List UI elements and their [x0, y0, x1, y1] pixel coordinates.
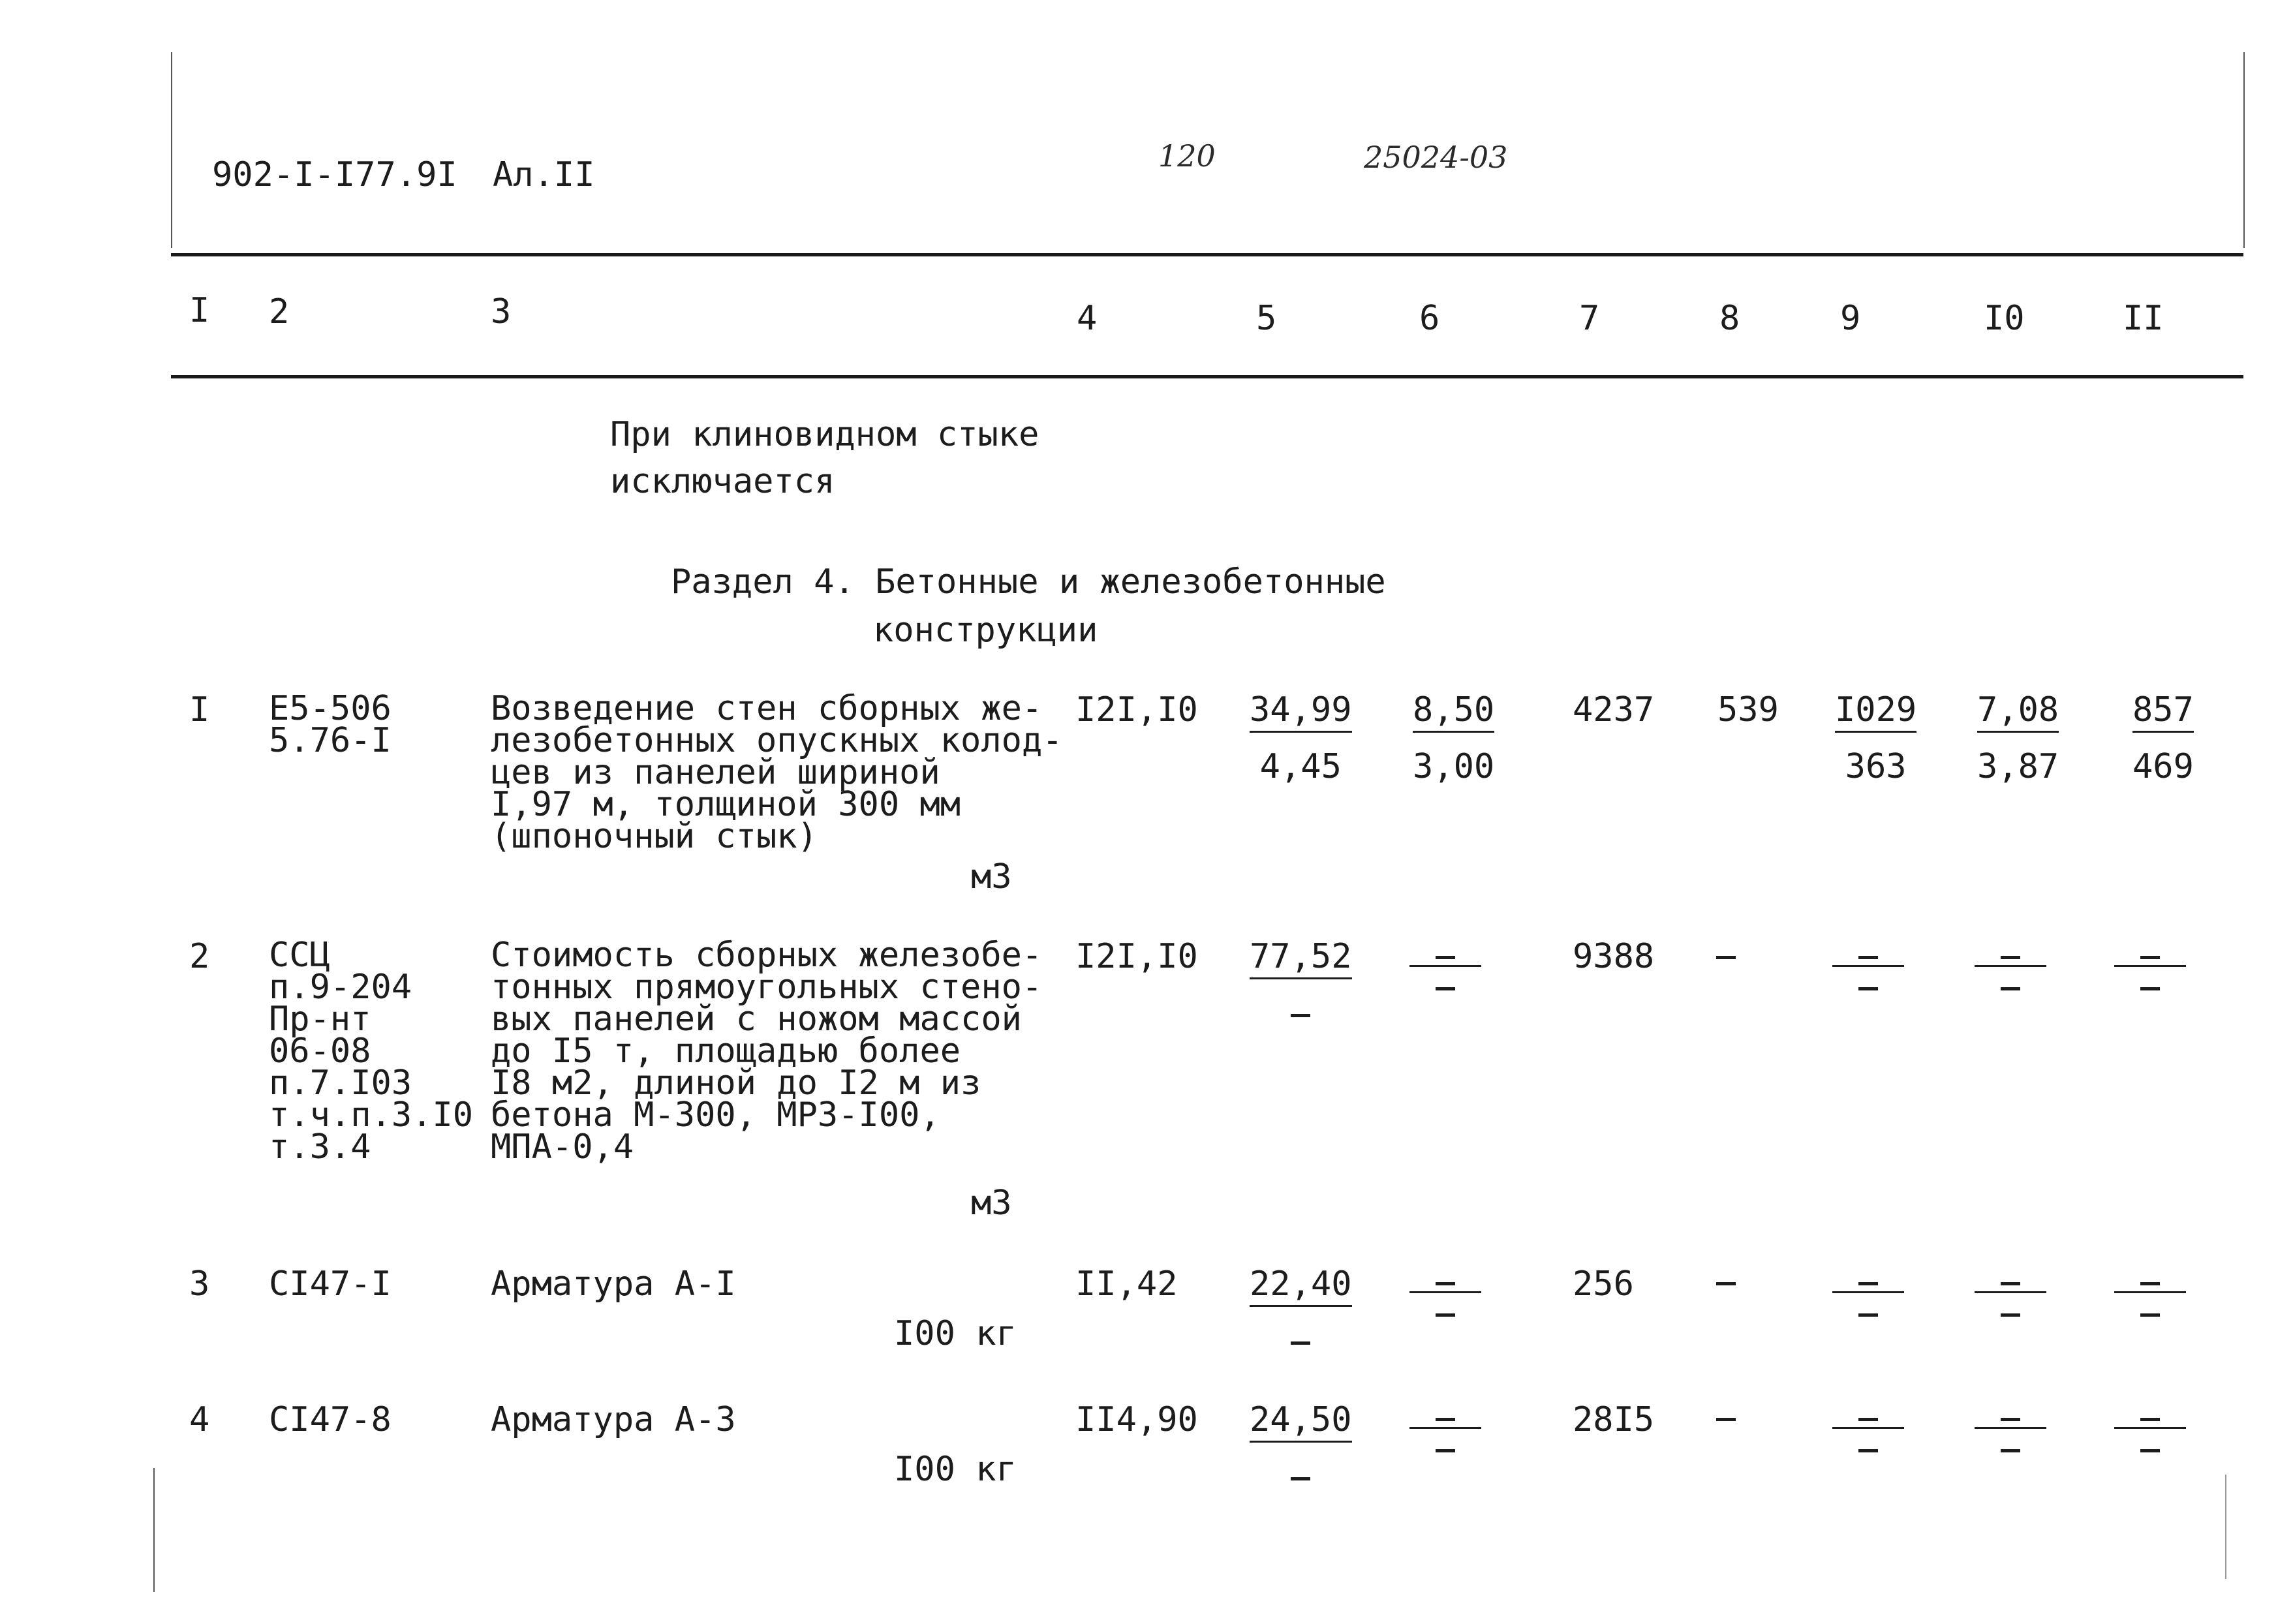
row-number: I — [189, 690, 210, 729]
cell-bottom-value: 469 — [2132, 747, 2194, 786]
row-description: Арматура А-I — [491, 1264, 736, 1304]
row-unit: I00 кг — [894, 1314, 1017, 1353]
row-quantity: I2I,I0 — [1075, 937, 1198, 976]
row-unit: м3 — [971, 1184, 1012, 1223]
cell-bottom-value — [1291, 996, 1310, 1030]
cell-col7: 28I5 — [1573, 1400, 1655, 1439]
cell-top-value: I029 — [1835, 693, 1916, 733]
row-code: ССЦ п.9-204 Пр-нт 06-08 п.7.I03 т.ч.п.3.I0 т.3.4 — [269, 936, 474, 1167]
column-header: 4 — [1077, 299, 1098, 338]
row-number: 2 — [189, 937, 210, 976]
cell-col9-empty — [1832, 1276, 1904, 1328]
cell-col9-empty — [1832, 1411, 1904, 1463]
table-header-bottom-rule — [171, 375, 2243, 378]
cell-col10-empty — [1975, 949, 2046, 1002]
column-header: I0 — [1984, 299, 2025, 338]
note-line: При клиновидном стыке — [610, 415, 1039, 454]
column-header: 3 — [491, 292, 512, 331]
cell-col6-empty — [1409, 949, 1481, 1002]
cell-col9 — [1835, 690, 1917, 786]
cell-col11-empty — [2114, 949, 2186, 1002]
dash-mark — [1291, 1014, 1310, 1017]
row-quantity: II4,90 — [1075, 1400, 1198, 1439]
album-label: Ал.II — [493, 155, 595, 194]
dash-mark — [1291, 1341, 1310, 1345]
left-margin-line — [171, 52, 172, 248]
cell-col10 — [1977, 690, 2059, 786]
right-bottom-margin-line — [2225, 1475, 2226, 1579]
dash-mark — [1291, 1477, 1310, 1480]
cell-top-value: 7,08 — [1977, 693, 2059, 733]
section-title-continued: конструкции — [873, 611, 1098, 650]
cell-top-value: 8,50 — [1413, 693, 1494, 733]
column-header: II — [2123, 299, 2164, 338]
handwritten-document-number: 25024-03 — [1364, 140, 1508, 175]
cell-col5 — [1250, 1400, 1352, 1494]
row-quantity: II,42 — [1075, 1264, 1178, 1304]
cell-top-value: 24,50 — [1250, 1403, 1352, 1443]
cell-top-value: 857 — [2132, 693, 2194, 733]
cell-col8-empty — [1716, 1418, 1736, 1421]
cell-col5 — [1250, 937, 1352, 1030]
column-header: 9 — [1840, 299, 1861, 338]
row-code: СI47-I — [269, 1264, 392, 1304]
cell-bottom-value — [1291, 1324, 1310, 1358]
column-header: 7 — [1579, 299, 1600, 338]
cell-bottom-value: 4,45 — [1259, 747, 1342, 786]
cell-col9-empty — [1832, 949, 1904, 1002]
row-description: Арматура А-3 — [491, 1400, 736, 1439]
column-header: 6 — [1419, 299, 1440, 338]
row-description: Стоимость сборных железобе- тонных прямоугольных стено- вых панелей с ножом массой до I5 т, площадью более I8 м2, длиной до I2 м из бетона М-300, МРЗ-I00, МПА-0,4 — [491, 936, 1043, 1167]
row-code: СI47-8 — [269, 1400, 392, 1439]
table-top-rule — [171, 253, 2243, 256]
row-code: Е5-506 5.76-I — [269, 689, 392, 760]
cell-bottom-value — [1291, 1460, 1310, 1494]
column-header: 2 — [269, 292, 290, 331]
row-unit: I00 кг — [894, 1450, 1017, 1489]
cell-col5 — [1250, 690, 1352, 786]
note-line: исключается — [610, 462, 835, 501]
cell-bottom-value: 363 — [1845, 747, 1907, 786]
row-number: 4 — [189, 1400, 210, 1439]
cell-col6-empty — [1409, 1411, 1481, 1463]
cell-col8: 539 — [1717, 690, 1779, 729]
row-description: Возведение стен сборных же- лезобетонных опускных колод- цев из панелей шириной I,97 м, толщиной 300 мм (шпоночный стык) — [491, 689, 1063, 856]
row-quantity: I2I,I0 — [1075, 690, 1198, 729]
document-code: 902-I-I77.9I — [212, 155, 457, 194]
right-margin-line — [2243, 52, 2245, 248]
cell-col8-empty — [1716, 956, 1736, 959]
row-unit: м3 — [971, 857, 1012, 896]
cell-col8-empty — [1716, 1282, 1736, 1285]
cell-col10-empty — [1975, 1276, 2046, 1328]
cell-col6-empty — [1409, 1276, 1481, 1328]
cell-bottom-value: 3,00 — [1413, 747, 1495, 786]
cell-top-value: 77,52 — [1250, 940, 1352, 979]
cell-col11 — [2132, 690, 2194, 786]
cell-col6 — [1413, 690, 1495, 786]
handwritten-page-number: 120 — [1158, 138, 1216, 174]
column-header: 5 — [1256, 299, 1277, 338]
cell-bottom-value: 3,87 — [1977, 747, 2059, 786]
cell-col7: 4237 — [1573, 690, 1655, 729]
cell-col10-empty — [1975, 1411, 2046, 1463]
cell-col7: 9388 — [1573, 937, 1655, 976]
row-number: 3 — [189, 1264, 210, 1304]
left-bottom-margin-line — [153, 1468, 155, 1592]
cell-top-value: 22,40 — [1250, 1267, 1352, 1307]
column-header: I — [189, 291, 210, 330]
cell-col11-empty — [2114, 1276, 2186, 1328]
cell-col5 — [1250, 1264, 1352, 1358]
cell-top-value: 34,99 — [1250, 693, 1352, 733]
cell-col11-empty — [2114, 1411, 2186, 1463]
column-header: 8 — [1719, 299, 1740, 338]
cell-col7: 256 — [1573, 1264, 1634, 1304]
section-title: Раздел 4. Бетонные и железобетонные — [671, 562, 1386, 602]
